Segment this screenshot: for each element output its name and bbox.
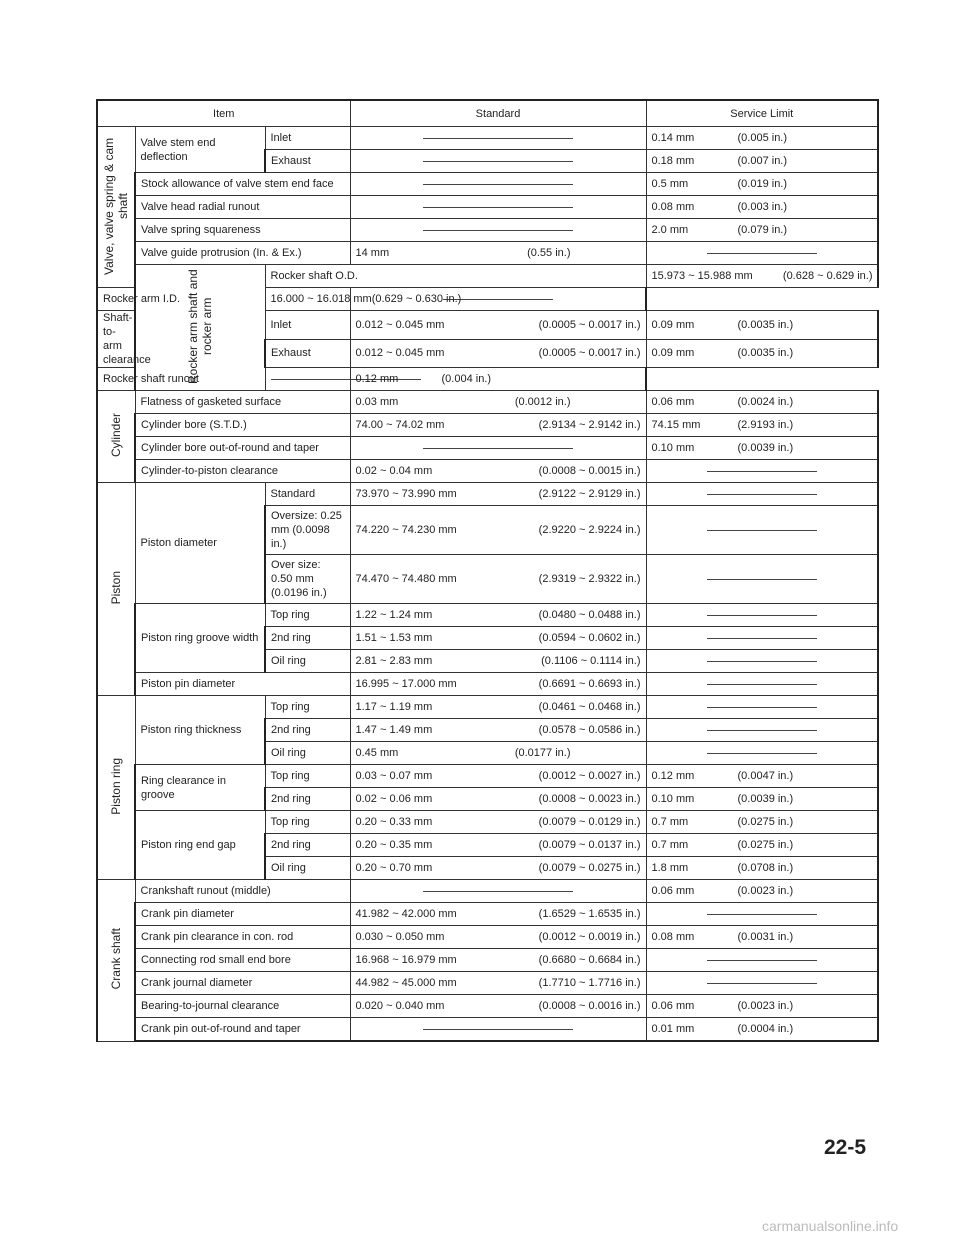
- service-cell: [646, 555, 878, 604]
- service-cell: 0.7 mm (0.0275 in.): [646, 811, 878, 834]
- table-row: [97, 414, 878, 437]
- group-rocker: Rocker arm shaft and rocker arm: [135, 265, 265, 391]
- service-cell: [646, 242, 878, 265]
- std-cell: 73.970 ~ 73.990 mm (2.9122 ~ 2.9129 in.): [350, 483, 646, 506]
- page-number: 22-5: [824, 1136, 867, 1159]
- std-cell: 0.012 ~ 0.045 mm (0.0005 ~ 0.0017 in.): [350, 339, 646, 368]
- service-cell: [646, 460, 878, 483]
- sub-label: Standard: [265, 483, 350, 506]
- not-applicable-dash: [707, 253, 817, 254]
- sub-label: Top ring: [265, 811, 350, 834]
- table-row: [97, 765, 878, 788]
- table-row: [97, 880, 878, 903]
- std-cell: 16.995 ~ 17.000 mm (0.6691 ~ 0.6693 in.): [350, 673, 646, 696]
- service-cell: 0.06 mm (0.0023 in.): [646, 880, 878, 903]
- service-cell: [646, 506, 878, 555]
- sub-label: Oversize: 0.25 mm (0.0098 in.): [265, 506, 350, 555]
- service-cell: 0.10 mm (0.0039 in.): [646, 788, 878, 811]
- sub-label: 2nd ring: [265, 788, 350, 811]
- not-applicable-dash: [707, 914, 817, 915]
- service-cell: 0.06 mm (0.0023 in.): [646, 995, 878, 1018]
- std-cell: 0.20 ~ 0.35 mm (0.0079 ~ 0.0137 in.): [350, 834, 646, 857]
- service-cell: 0.08 mm (0.003 in.): [646, 196, 878, 219]
- item-label: Piston diameter: [135, 483, 265, 604]
- item-label: Flatness of gasketed surface: [135, 391, 350, 414]
- service-cell: [646, 627, 878, 650]
- table-row: [97, 1018, 878, 1042]
- not-applicable-dash: [707, 960, 817, 961]
- header-standard: Standard: [350, 100, 646, 127]
- group-cylinder: Cylinder: [97, 391, 135, 483]
- item-label: Piston ring groove width: [135, 604, 265, 673]
- item-label: Bearing-to-journal clearance: [135, 995, 350, 1018]
- table-row: [97, 696, 878, 719]
- sub-label: Exhaust: [265, 150, 350, 173]
- item-label: Crank journal diameter: [135, 972, 350, 995]
- item-label: Crank pin diameter: [135, 903, 350, 926]
- service-cell: 1.8 mm (0.0708 in.): [646, 857, 878, 880]
- sub-label: Oil ring: [265, 650, 350, 673]
- header-service-limit: Service Limit: [646, 100, 878, 127]
- header-item: Item: [97, 100, 350, 127]
- not-applicable-dash: [707, 730, 817, 731]
- not-applicable-dash: [707, 638, 817, 639]
- std-cell: 0.02 ~ 0.06 mm (0.0008 ~ 0.0023 in.): [350, 788, 646, 811]
- service-cell: [646, 719, 878, 742]
- table-row: [97, 265, 878, 288]
- table-row: [97, 972, 878, 995]
- not-applicable-dash: [423, 448, 573, 449]
- not-applicable-dash: [707, 579, 817, 580]
- service-cell: 2.0 mm (0.079 in.): [646, 219, 878, 242]
- service-cell: [646, 673, 878, 696]
- sub-label: Exhaust: [265, 339, 350, 368]
- sub-label: Top ring: [265, 765, 350, 788]
- std-cell: 0.02 ~ 0.04 mm (0.0008 ~ 0.0015 in.): [350, 460, 646, 483]
- group-crank-shaft: Crank shaft: [97, 880, 135, 1042]
- std-cell: 0.012 ~ 0.045 mm (0.0005 ~ 0.0017 in.): [350, 311, 646, 340]
- service-cell: 0.18 mm (0.007 in.): [646, 150, 878, 173]
- sub-label: Inlet: [265, 311, 350, 340]
- std-cell: [350, 173, 646, 196]
- item-label: Valve guide protrusion (In. & Ex.): [135, 242, 350, 265]
- table-row: [97, 483, 878, 506]
- std-cell: 44.982 ~ 45.000 mm (1.7710 ~ 1.7716 in.): [350, 972, 646, 995]
- std-cell: 74.470 ~ 74.480 mm (2.9319 ~ 2.9322 in.): [350, 555, 646, 604]
- item-label: Rocker arm I.D.: [97, 288, 265, 311]
- table-row: [97, 903, 878, 926]
- std-cell: [350, 219, 646, 242]
- item-label: Valve head radial runout: [135, 196, 350, 219]
- item-label: Piston ring thickness: [135, 696, 265, 765]
- not-applicable-dash: [707, 661, 817, 662]
- std-cell: 1.47 ~ 1.49 mm (0.0578 ~ 0.0586 in.): [350, 719, 646, 742]
- service-cell: [646, 742, 878, 765]
- table-row: [97, 437, 878, 460]
- service-cell: 0.5 mm (0.019 in.): [646, 173, 878, 196]
- item-label: Piston pin diameter: [135, 673, 350, 696]
- std-cell: 1.17 ~ 1.19 mm (0.0461 ~ 0.0468 in.): [350, 696, 646, 719]
- not-applicable-dash: [423, 891, 573, 892]
- not-applicable-dash: [707, 707, 817, 708]
- std-cell: 16.968 ~ 16.979 mm (0.6680 ~ 0.6684 in.): [350, 949, 646, 972]
- service-cell: [646, 949, 878, 972]
- sub-label: Top ring: [265, 604, 350, 627]
- std-cell: 74.00 ~ 74.02 mm (2.9134 ~ 2.9142 in.): [350, 414, 646, 437]
- item-label: Rocker shaft O.D.: [265, 265, 646, 288]
- table-row: [97, 242, 878, 265]
- service-cell: [646, 972, 878, 995]
- sub-label: Oil ring: [265, 742, 350, 765]
- service-cell: 0.12 mm (0.0047 in.): [646, 765, 878, 788]
- service-cell: 74.15 mm (2.9193 in.): [646, 414, 878, 437]
- std-cell: [350, 196, 646, 219]
- service-cell: 0.09 mm (0.0035 in.): [646, 311, 878, 340]
- std-cell: 0.030 ~ 0.050 mm (0.0012 ~ 0.0019 in.): [350, 926, 646, 949]
- std-cell: 0.20 ~ 0.33 mm (0.0079 ~ 0.0129 in.): [350, 811, 646, 834]
- table-row: [97, 391, 878, 414]
- not-applicable-dash: [423, 184, 573, 185]
- service-cell: [646, 483, 878, 506]
- std-cell: 0.020 ~ 0.040 mm (0.0008 ~ 0.0016 in.): [350, 995, 646, 1018]
- item-label: Valve stem end deflection: [135, 127, 265, 173]
- std-cell: [350, 437, 646, 460]
- std-cell: 74.220 ~ 74.230 mm (2.9220 ~ 2.9224 in.): [350, 506, 646, 555]
- sub-label: Over size: 0.50 mm (0.0196 in.): [265, 555, 350, 604]
- sub-label: Oil ring: [265, 857, 350, 880]
- item-label: Rocker shaft runout: [97, 368, 265, 391]
- service-cell: [646, 696, 878, 719]
- table-row: [97, 196, 878, 219]
- std-cell: 0.20 ~ 0.70 mm (0.0079 ~ 0.0275 in.): [350, 857, 646, 880]
- item-label: Valve spring squareness: [135, 219, 350, 242]
- std-cell: [350, 1018, 646, 1042]
- not-applicable-dash: [423, 230, 573, 231]
- std-cell: 0.45 mm (0.0177 in.): [350, 742, 646, 765]
- std-cell: 41.982 ~ 42.000 mm (1.6529 ~ 1.6535 in.): [350, 903, 646, 926]
- sub-label: 2nd ring: [265, 834, 350, 857]
- std-cell: [265, 368, 350, 391]
- table-row: [97, 604, 878, 627]
- item-label: Cylinder bore out-of-round and taper: [135, 437, 350, 460]
- service-cell: 0.12 mm (0.004 in.): [350, 368, 646, 391]
- service-cell: 0.7 mm (0.0275 in.): [646, 834, 878, 857]
- sub-label: Inlet: [265, 127, 350, 150]
- service-cell: 0.08 mm (0.0031 in.): [646, 926, 878, 949]
- group-piston-ring: Piston ring: [97, 696, 135, 880]
- specification-table: [96, 99, 879, 1042]
- not-applicable-dash: [707, 615, 817, 616]
- std-cell: 0.03 mm (0.0012 in.): [350, 391, 646, 414]
- item-label: Connecting rod small end bore: [135, 949, 350, 972]
- not-applicable-dash: [707, 983, 817, 984]
- not-applicable-dash: [707, 684, 817, 685]
- std-cell: 16.000 ~ 16.018 mm (0.629 ~ 0.630 in.): [265, 288, 350, 311]
- table-row: [97, 926, 878, 949]
- service-cell: 0.06 mm (0.0024 in.): [646, 391, 878, 414]
- header-row: [97, 100, 878, 127]
- table-row: [97, 673, 878, 696]
- not-applicable-dash: [707, 471, 817, 472]
- table-row: [97, 127, 878, 150]
- group-piston: Piston: [97, 483, 135, 696]
- item-label: Ring clearance in groove: [135, 765, 265, 811]
- table-row: [97, 368, 878, 391]
- std-cell: 15.973 ~ 15.988 mm (0.628 ~ 0.629 in.): [646, 265, 878, 288]
- table-row: [97, 811, 878, 834]
- item-label: Piston ring end gap: [135, 811, 265, 880]
- not-applicable-dash: [707, 530, 817, 531]
- item-label: Cylinder bore (S.T.D.): [135, 414, 350, 437]
- not-applicable-dash: [423, 207, 573, 208]
- sub-label: Top ring: [265, 696, 350, 719]
- not-applicable-dash: [423, 138, 573, 139]
- table-row: [97, 173, 878, 196]
- item-label: Crank pin clearance in con. rod: [135, 926, 350, 949]
- group-valve: Valve, valve spring & cam shaft: [97, 127, 135, 288]
- table-row: [97, 949, 878, 972]
- service-cell: [646, 903, 878, 926]
- sub-label: 2nd ring: [265, 719, 350, 742]
- not-applicable-dash: [423, 161, 573, 162]
- watermark: carmanualsonline.info: [762, 1218, 899, 1234]
- not-applicable-dash: [423, 1029, 573, 1030]
- table-row: [97, 995, 878, 1018]
- item-label: Cylinder-to-piston clearance: [135, 460, 350, 483]
- table-row: [97, 460, 878, 483]
- table-row: [97, 219, 878, 242]
- sub-label: 2nd ring: [265, 627, 350, 650]
- item-label: Crank pin out-of-round and taper: [135, 1018, 350, 1042]
- item-label: Crankshaft runout (middle): [135, 880, 350, 903]
- std-cell: 2.81 ~ 2.83 mm (0.1106 ~ 0.1114 in.): [350, 650, 646, 673]
- std-cell: 1.22 ~ 1.24 mm (0.0480 ~ 0.0488 in.): [350, 604, 646, 627]
- std-cell: [350, 880, 646, 903]
- service-cell: [646, 650, 878, 673]
- service-cell: 0.09 mm (0.0035 in.): [646, 339, 878, 368]
- not-applicable-dash: [707, 494, 817, 495]
- table-row: [97, 288, 878, 311]
- item-label: Shaft-to-arm clearance: [97, 311, 135, 368]
- std-cell: 0.03 ~ 0.07 mm (0.0012 ~ 0.0027 in.): [350, 765, 646, 788]
- service-cell: [646, 604, 878, 627]
- std-cell: [350, 150, 646, 173]
- std-cell: 14 mm (0.55 in.): [350, 242, 646, 265]
- item-label: Stock allowance of valve stem end face: [135, 173, 350, 196]
- service-cell: 0.01 mm (0.0004 in.): [646, 1018, 878, 1042]
- std-cell: 1.51 ~ 1.53 mm (0.0594 ~ 0.0602 in.): [350, 627, 646, 650]
- not-applicable-dash: [707, 753, 817, 754]
- service-cell: 0.14 mm (0.005 in.): [646, 127, 878, 150]
- std-cell: [350, 127, 646, 150]
- service-cell: 0.10 mm (0.0039 in.): [646, 437, 878, 460]
